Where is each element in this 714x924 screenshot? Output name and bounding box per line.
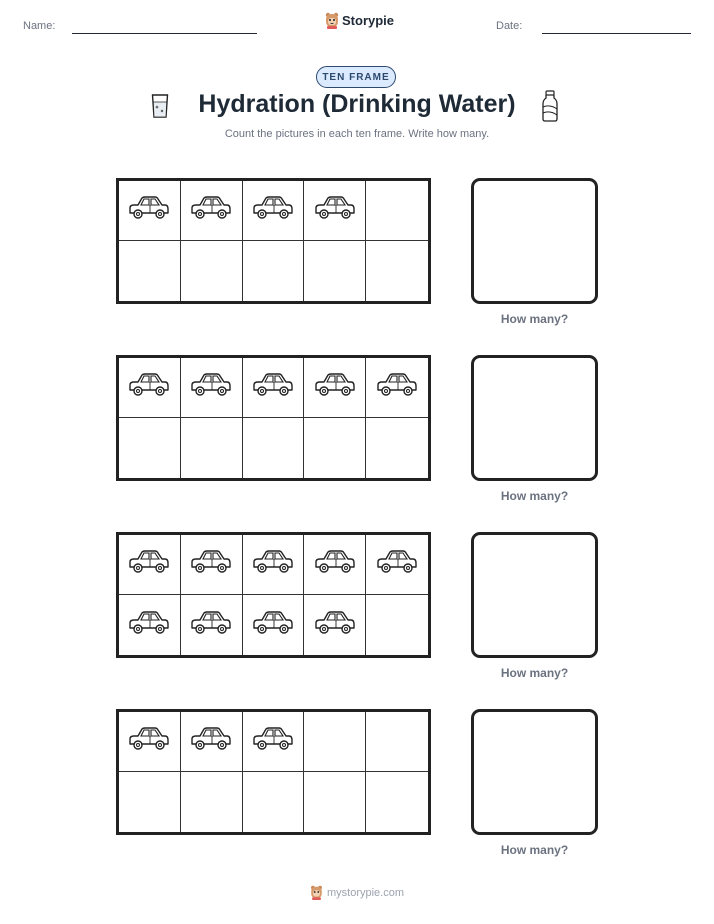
ten-frame	[116, 709, 431, 835]
car-icon	[313, 194, 357, 227]
car-icon	[251, 725, 295, 758]
how-many-label: How many?	[500, 312, 569, 326]
ten-frame-cell	[119, 535, 181, 595]
answer-box[interactable]	[471, 532, 598, 658]
how-many-label: How many?	[500, 666, 569, 680]
ten-frame-cell	[304, 772, 366, 832]
car-icon	[313, 609, 357, 642]
ten-frame-cell	[304, 358, 366, 418]
ten-frame-cell	[119, 712, 181, 772]
ten-frame-cell	[181, 712, 243, 772]
ten-frame-cell	[119, 418, 181, 478]
ten-frame-cell	[119, 358, 181, 418]
ten-frame	[116, 532, 431, 658]
ten-frame-cell	[366, 181, 428, 241]
mascot-icon	[310, 885, 323, 900]
how-many-label: How many?	[500, 489, 569, 503]
ten-frame	[116, 355, 431, 481]
car-icon	[313, 548, 357, 581]
water-bottle-icon	[541, 90, 559, 122]
footer	[0, 885, 714, 900]
mascot-icon	[325, 12, 339, 29]
ten-frame-cell	[366, 535, 428, 595]
car-icon	[251, 194, 295, 227]
name-label: Name:	[23, 20, 56, 32]
name-line[interactable]	[72, 33, 257, 34]
ten-frame-cell	[181, 535, 243, 595]
car-icon	[251, 371, 295, 404]
car-icon	[127, 548, 171, 581]
ten-frame-cell	[119, 772, 181, 832]
car-icon	[313, 371, 357, 404]
car-icon	[127, 725, 171, 758]
car-icon	[375, 548, 419, 581]
ten-frame-cell	[181, 418, 243, 478]
ten-frame-cell	[304, 712, 366, 772]
ten-frame-cell	[304, 535, 366, 595]
car-icon	[251, 609, 295, 642]
ten-frame-cell	[366, 595, 428, 655]
ten-frame-cell	[181, 358, 243, 418]
ten-frame-cell	[243, 772, 305, 832]
car-icon	[189, 609, 233, 642]
ten-frame-cell	[366, 418, 428, 478]
brand-logo	[325, 12, 394, 29]
ten-frame-cell	[243, 712, 305, 772]
car-icon	[127, 194, 171, 227]
category-badge: TEN FRAME	[316, 66, 396, 88]
ten-frame-cell	[366, 358, 428, 418]
ten-frame-cell	[366, 772, 428, 832]
car-icon	[189, 371, 233, 404]
car-icon	[127, 609, 171, 642]
answer-box[interactable]	[471, 355, 598, 481]
page-title: Hydration (Drinking Water)	[198, 90, 516, 118]
ten-frame-cell	[304, 595, 366, 655]
car-icon	[251, 548, 295, 581]
ten-frame-cell	[243, 358, 305, 418]
how-many-label: How many?	[500, 843, 569, 857]
ten-frame-cell	[243, 181, 305, 241]
instructions: Count the pictures in each ten frame. Write how many.	[224, 128, 490, 140]
ten-frame-cell	[304, 418, 366, 478]
ten-frame-cell	[119, 181, 181, 241]
ten-frame-cell	[304, 241, 366, 301]
ten-frame-cell	[366, 712, 428, 772]
answer-box[interactable]	[471, 709, 598, 835]
ten-frame-cell	[243, 535, 305, 595]
car-icon	[189, 725, 233, 758]
ten-frame-cell	[181, 595, 243, 655]
date-line[interactable]	[542, 33, 691, 34]
car-icon	[375, 371, 419, 404]
car-icon	[127, 371, 171, 404]
ten-frame-cell	[119, 595, 181, 655]
footer-url[interactable]: mystorypie.com	[326, 886, 405, 899]
ten-frame-cell	[243, 595, 305, 655]
brand-name: Storypie	[342, 13, 395, 28]
car-icon	[189, 194, 233, 227]
car-icon	[189, 548, 233, 581]
ten-frame-cell	[119, 241, 181, 301]
date-label: Date:	[496, 20, 523, 32]
ten-frame-cell	[304, 181, 366, 241]
ten-frame	[116, 178, 431, 304]
ten-frame-cell	[181, 772, 243, 832]
ten-frame-cell	[243, 418, 305, 478]
ten-frame-cell	[243, 241, 305, 301]
ten-frame-cell	[366, 241, 428, 301]
ten-frame-cell	[181, 241, 243, 301]
ten-frame-cell	[181, 181, 243, 241]
answer-box[interactable]	[471, 178, 598, 304]
